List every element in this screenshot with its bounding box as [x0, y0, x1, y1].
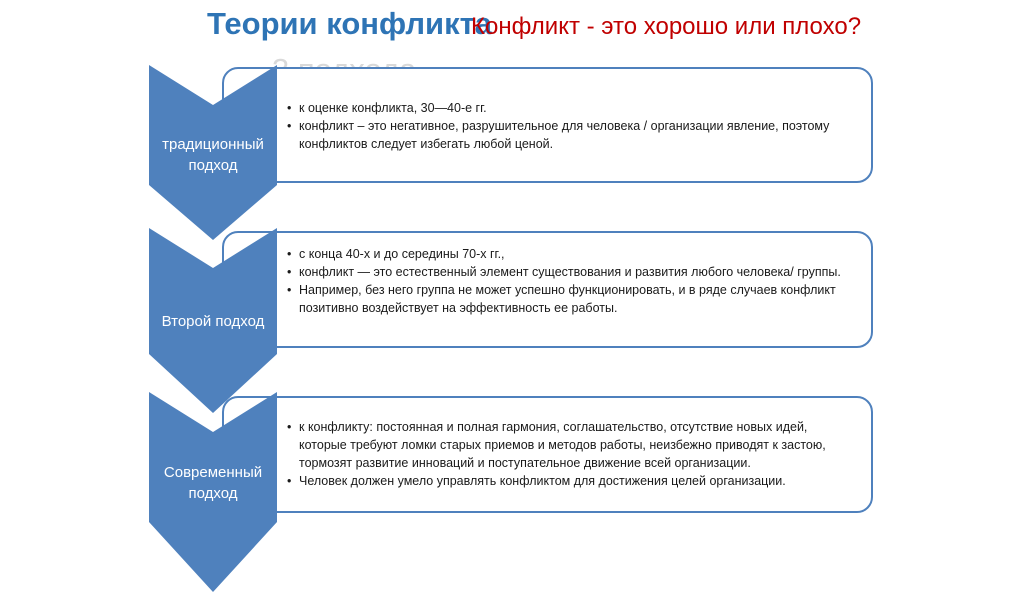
approach-label: Современный подход: [163, 464, 263, 502]
approach-label: традиционный подход: [162, 136, 264, 174]
approach-label: Второй подход: [161, 313, 265, 330]
approach-box-second: [222, 231, 873, 348]
chevron-traditional: [149, 65, 277, 240]
chevron-modern: [149, 392, 277, 574]
bullet-item: • конфликт – это негативное, разрушительное для человека / организации явление, поэтому конфликтов следует избегать любой ценой.: [287, 117, 857, 153]
approach-box-modern: [222, 396, 873, 513]
bullet-item: • с конца 40-х и до середины 70-х гг.,: [287, 245, 857, 263]
bullet-item: • конфликт — это естественный элемент существования и развития любого человека/ группы.: [287, 263, 857, 281]
bullet-item: • к конфликту: постоянная и полная гармония, соглашательство, отсутствие новых идей, которые требуют ломки старых приемов и методов работы, неизбежно приводят к застою, тормозят развитие инноваций и поступательное движение всей организации.: [287, 418, 857, 472]
approach-box-traditional: [222, 67, 873, 183]
bullet-item: • Человек должен умело управлять конфликтом для достижения целей организации.: [287, 472, 857, 490]
bullet-item: • Например, без него группа не может успешно функционировать, и в ряде случаев конфликт позитивно воздействует на эффективность ее работы.: [287, 281, 857, 317]
slide-title: Теории конфликта: [207, 6, 493, 41]
chevron-second: [149, 228, 277, 413]
bullet-item: • к оценке конфликта, 30—40-е гг.: [287, 99, 857, 117]
slide-subtitle: Конфликт - это хорошо или плохо?: [471, 13, 862, 40]
